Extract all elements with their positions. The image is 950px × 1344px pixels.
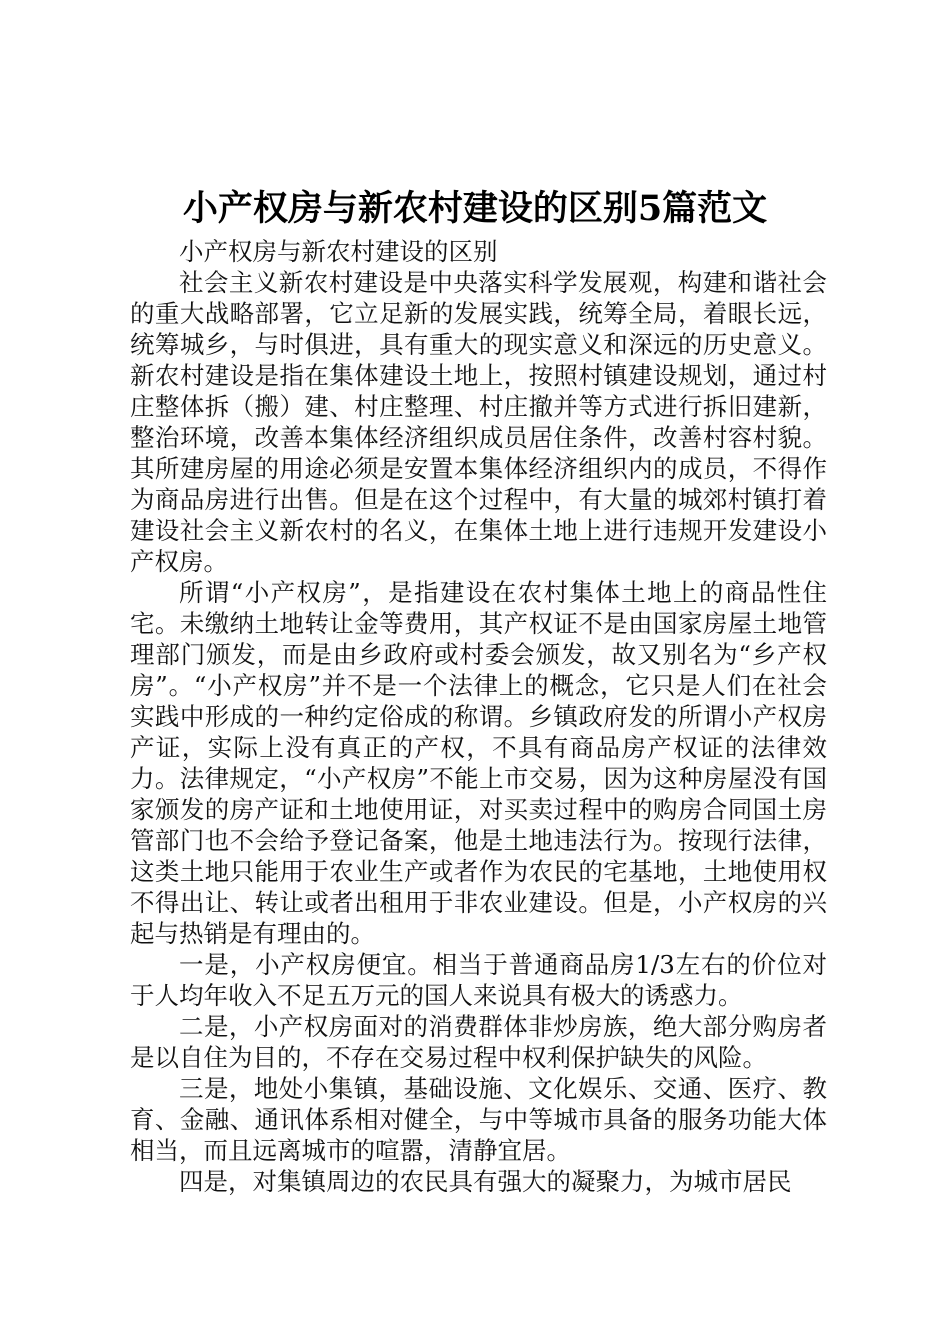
paragraph: 社会主义新农村建设是中央落实科学发展观，构建和谐社会的重大战略部署，它立足新的发展实践，统筹全局，着眼长远，统筹城乡，与时俱进，具有重大的现实意义和深远的历史意义。新农村建设是指在集体建设土地上，按照村镇建设规划，通过村庄整体拆（搬）建、村庄整理、村庄撤并等方式进行拆旧建新，整治环境，改善本集体经济组织成员居住条件，改善村容村貌。其所建房屋的用途必须是安置本集体经济组织内的成员，不得作为商品房进行出售。但是在这个过程中，有大量的城郊村镇打着建设社会主义新农村的名义，在集体土地上进行违规开发建设小产权房。 xyxy=(130,268,827,576)
paragraph: 三是，地处小集镇，基础设施、文化娱乐、交通、医疗、教育、金融、通讯体系相对健全，与中等城市具备的服务功能大体相当，而且远离城市的喧嚣，清静宜居。 xyxy=(130,1074,827,1165)
paragraph: 一是，小产权房便宜。相当于普通商品房1/3左右的价位对于人均年收入不足五万元的国人来说具有极大的诱惑力。 xyxy=(130,950,827,1010)
paragraph: 二是，小产权房面对的消费群体非炒房族，绝大部分购房者是以自住为目的，不存在交易过程中权利保护缺失的风险。 xyxy=(130,1012,827,1072)
paragraph: 四是，对集镇周边的农民具有强大的凝聚力，为城市居民 xyxy=(179,1167,792,1196)
paragraph: 所谓“小产权房”，是指建设在农村集体土地上的商品性住宅。未缴纳土地转让金等费用，其产权证不是由国家房屋土地管理部门颁发，而是由乡政府或村委会颁发，故又别名为“乡产权房”。“小产权房”并不是一个法律上的概念，它只是人们在社会实践中形成的一种约定俗成的称谓。乡镇政府发的所谓小产权房产证，实际上没有真正的产权，不具有商品房产权证的法律效力。法律规定，“小产权房”不能上市交易，因为这种房屋没有国家颁发的房产证和土地使用证，对买卖过程中的购房合同国土房管部门也不会给予登记备案，他是土地违法行为。按现行法律，这类土地只能用于农业生产或者作为农民的宅基地，土地使用权不得出让、转让或者出租用于非农业建设。但是，小产权房的兴起与热销是有理由的。 xyxy=(130,578,827,948)
document-body xyxy=(130,236,827,1197)
document-title: 小产权房与新农村建设的区别5篇范文 xyxy=(182,188,768,229)
paragraph-subtitle: 小产权房与新农村建设的区别 xyxy=(179,237,498,266)
